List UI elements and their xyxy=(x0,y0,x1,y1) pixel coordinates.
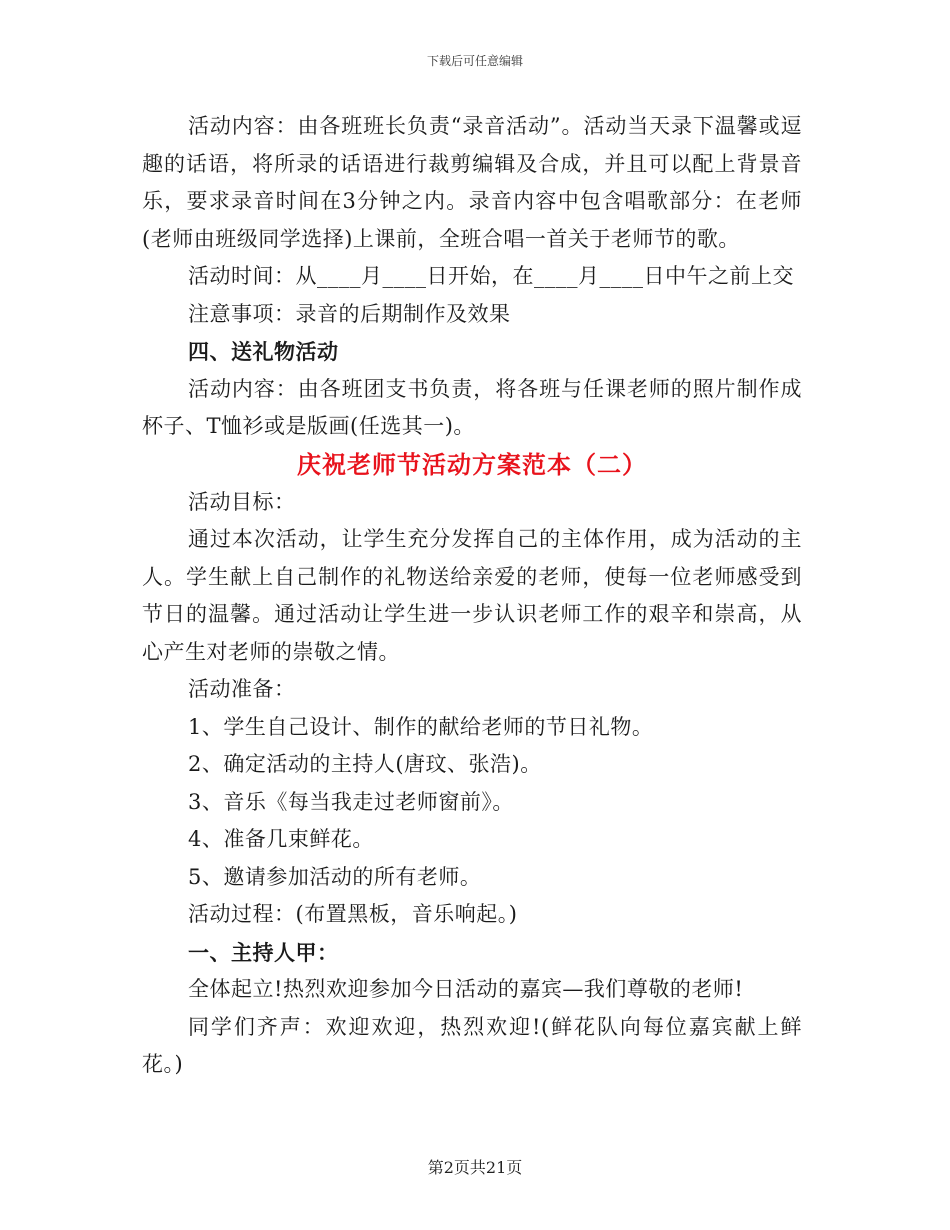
prep-item: 4、准备几束鲜花。 xyxy=(188,827,374,851)
paragraph-activity-time: 活动时间：从____月____日开始，在____月____日中午之前上交 xyxy=(188,264,794,288)
prep-item: 1、学生自己设计、制作的献给老师的节日礼物。 xyxy=(188,714,654,739)
prep-item: 5、邀请参加活动的所有老师。 xyxy=(188,864,482,889)
section-heading-gift-activity: 四、送礼物活动 xyxy=(188,339,339,364)
prep-label: 活动准备： xyxy=(188,677,296,701)
goal-label: 活动目标： xyxy=(188,489,296,514)
paragraph-gift-content: 活动内容：由各班团支书负责，将各班与任课老师的照片制作成杯子、T恤衫或是版画(任选其一)。 xyxy=(142,376,802,438)
page-header-note: 下载后可任意编辑 xyxy=(426,54,523,68)
prep-item: 2、确定活动的主持人(唐玟、张浩)。 xyxy=(188,752,542,776)
document-title-2: 庆祝老师节活动方案范本（二） xyxy=(297,449,647,479)
host-heading: 一、主持人甲： xyxy=(188,939,339,965)
goal-text: 通过本次活动，让学生充分发挥自己的主体作用，成为活动的主人。学生献上自己制作的礼物送给亲爱的老师，使每一位老师感受到节日的温馨。通过活动让学生进一步认识老师工作的艰辛和崇高，从心产生对老师的崇敬之情。 xyxy=(142,527,802,664)
prep-item: 3、音乐《每当我走过老师窗前》。 xyxy=(188,789,514,814)
process-label: 活动过程：(布置黑板，音乐响起。) xyxy=(188,902,518,926)
document-body xyxy=(142,108,802,1084)
page-number-footer: 第2页共21页 xyxy=(427,1158,523,1177)
paragraph-recording-content: 活动内容：由各班班长负责“录音活动”。活动当天录下温馨或逗趣的话语，将所录的话语进行裁剪编辑及合成，并且可以配上背景音乐，要求录音时间在3分钟之内。录音内容中包含唱歌部分：在老师(老师由班级同学选择)上课前，全班合唱一首关于老师节的歌。 xyxy=(142,114,802,251)
host-line: 同学们齐声：欢迎欢迎，热烈欢迎!(鲜花队向每位嘉宾献上鲜花。) xyxy=(142,1014,802,1076)
paragraph-notes: 注意事项：录音的后期制作及效果 xyxy=(188,301,511,326)
host-line: 全体起立!热烈欢迎参加今日活动的嘉宾—我们尊敬的老师! xyxy=(188,977,744,1001)
